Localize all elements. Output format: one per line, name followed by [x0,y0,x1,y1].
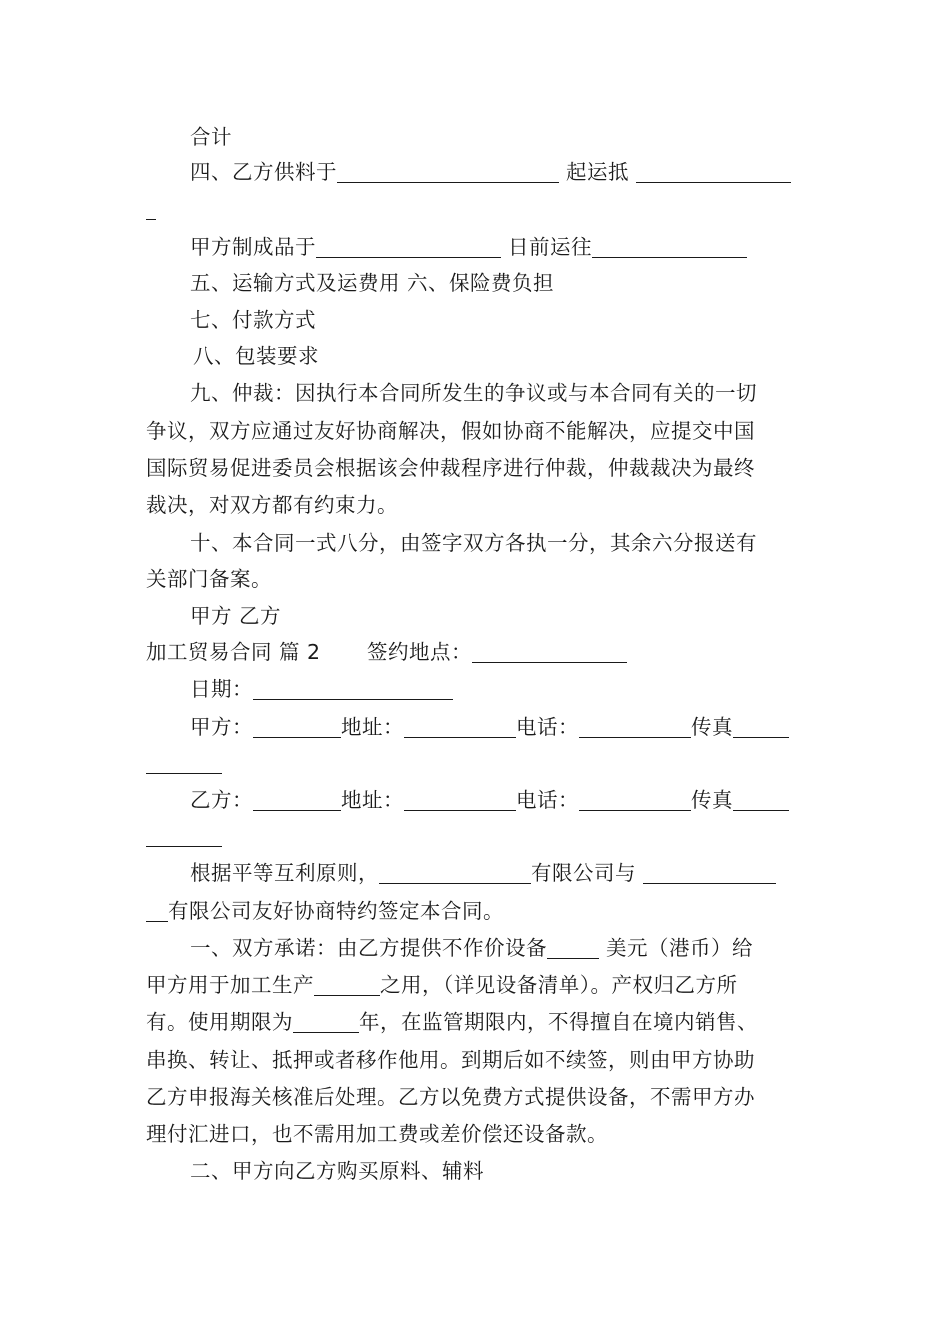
text-line [146,639,321,665]
text-line [146,972,738,998]
blank-underline [579,715,691,738]
text-line [190,860,776,886]
section-heading: 加工贸易合同 篇 2 [146,640,321,664]
text-line [190,787,789,813]
text-segment: 理付汇进口，也不需用加工费或差价偿还设备款。 [146,1122,608,1146]
text-line [190,307,316,333]
text-line [190,530,757,556]
text-segment: 七、付款方式 [190,308,316,332]
text-segment: 地址： [341,715,404,739]
text-segment: 乙方： [190,788,253,812]
blank-underline [404,715,516,738]
text-segment: 合计 [190,125,232,149]
blank-underline [636,160,791,183]
text-segment: 之用，（详见设备清单）。产权归乙方所 [380,973,738,997]
text-segment: 二、甲方向乙方购买原料、辅料 [190,1159,484,1183]
text-segment: 电话： [516,788,579,812]
text-line [146,1084,755,1110]
text-line [146,1121,608,1147]
text-segment: 一、双方承诺：由乙方提供不作价设备 [190,936,547,960]
text-line [146,196,156,222]
blank-underline [146,824,222,847]
text-line [190,1158,484,1184]
text-line [146,750,222,776]
text-line [193,343,319,369]
blank-underline [733,788,789,811]
text-segment: 传真 [691,715,733,739]
text-segment: 十、本合同一式八分，由签字双方各执一分，其余六分报送有 [190,531,757,555]
text-segment: 有限公司友好协商特约签定本合同。 [168,899,504,923]
text-segment: 电话： [516,715,579,739]
text-line [190,234,747,260]
text-line [146,1047,755,1073]
text-segment: 关部门备案。 [146,567,272,591]
text-segment: 地址： [341,788,404,812]
blank-underline [146,197,156,220]
blank-underline [592,235,747,258]
text-segment: 九、仲裁：因执行本合同所发生的争议或与本合同有关的一切 [190,381,757,405]
text-segment: 有。使用期限为 [146,1010,293,1034]
text-segment: 有限公司与 [531,861,636,885]
text-line [146,823,222,849]
text-line [190,380,757,406]
text-line [146,492,398,518]
text-segment: 甲方 乙方 [190,604,282,628]
blank-underline [146,899,168,922]
text-line [190,124,232,150]
text-line [146,1009,758,1035]
text-line [190,676,453,702]
text-segment: 根据平等互利原则， [190,861,379,885]
text-segment: 四、乙方供料于 [190,160,337,184]
text-line [190,159,791,185]
text-segment: 国际贸易促进委员会根据该会仲裁程序进行仲裁，仲裁裁决为最终 [146,456,755,480]
blank-underline [293,1010,359,1033]
blank-underline [316,235,501,258]
text-line [190,714,789,740]
text-segment: 串换、转让、抵押或者移作他用。到期后如不续签，则由甲方协助 [146,1048,755,1072]
blank-underline [314,973,380,996]
text-segment: 起运抵 [566,160,630,184]
blank-underline [146,751,222,774]
text-segment: 年，在监管期限内，不得擅自在境内销售、 [359,1010,758,1034]
text-line [146,566,272,592]
text-line [146,418,755,444]
text-line [146,898,504,924]
text-segment: 五、运输方式及运费用 六、保险费负担 [190,271,555,295]
text-segment: 争议，双方应通过友好协商解决，假如协商不能解决，应提交中国 [146,419,755,443]
text-line [367,639,627,665]
blank-underline [253,715,341,738]
text-line [190,270,554,296]
text-segment: 甲方： [190,715,253,739]
text-segment: 甲方制成品于 [190,235,316,259]
blank-underline [579,788,691,811]
text-segment: 日前运往 [508,235,593,259]
text-segment: 美元（港币）给 [606,936,754,960]
text-segment: 签约地点： [367,640,472,664]
text-segment: 乙方申报海关核准后处理。乙方以免费方式提供设备，不需甲方办 [146,1085,755,1109]
text-segment: 传真 [691,788,733,812]
text-segment: 日期： [190,677,253,701]
blank-underline [733,715,789,738]
blank-underline [547,936,599,959]
blank-underline [472,640,627,663]
text-line [190,603,281,629]
text-segment: 裁决，对双方都有约束力。 [146,493,398,517]
blank-underline [337,160,559,183]
blank-underline [379,861,531,884]
text-segment: 甲方用于加工生产 [146,973,314,997]
blank-underline [643,861,776,884]
blank-underline [404,788,516,811]
blank-underline [253,788,341,811]
text-segment: 八、包装要求 [193,344,319,368]
text-line [190,935,753,961]
text-line [146,455,755,481]
blank-underline [253,677,453,700]
